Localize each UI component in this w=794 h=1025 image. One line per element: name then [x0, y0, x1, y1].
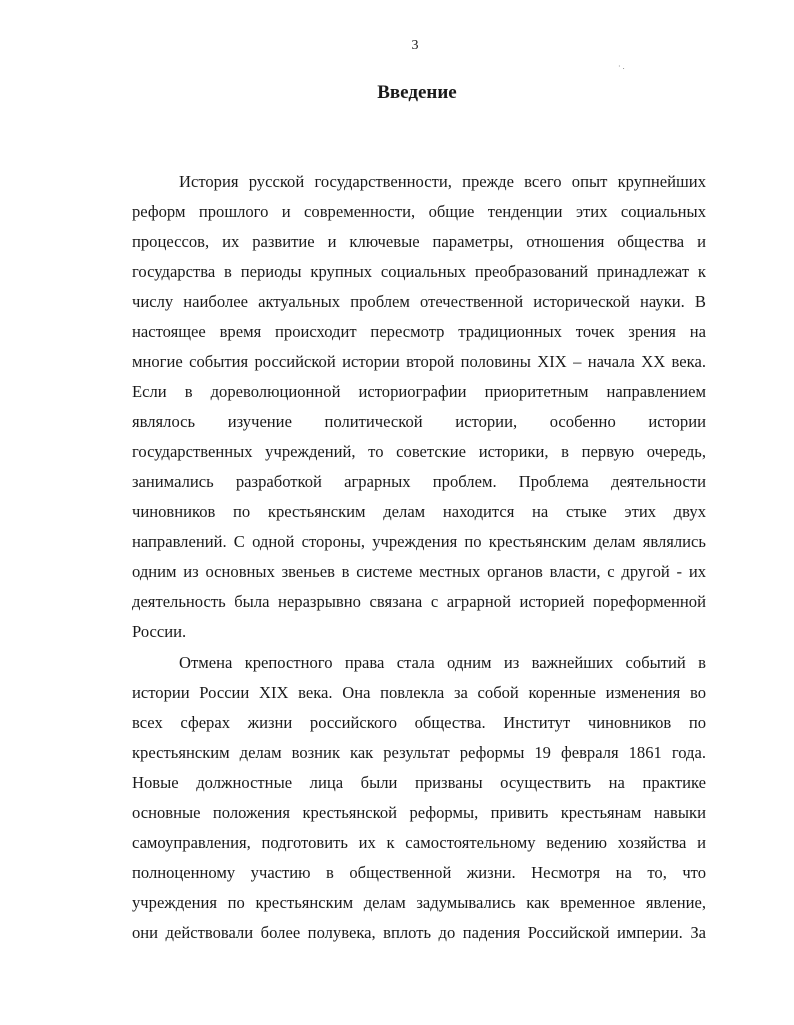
- text-line: процессов, их развитие и ключевые параметры, отношения общества и: [132, 232, 706, 251]
- text-line: Новые должностные лица были призваны осуществить на практике: [132, 773, 706, 792]
- text-line: истории России XIX века. Она повлекла за собой коренные изменения во: [132, 683, 706, 702]
- text-line: полноценному участию в общественной жизни. Несмотря на то, что: [132, 863, 706, 882]
- text-line: направлений. С одной стороны, учреждения по крестьянским делам являлись: [132, 532, 706, 551]
- text-line: всех сферах жизни российского общества. Институт чиновников по: [132, 713, 706, 732]
- text-line: числу наиболее актуальных проблем отечественной исторической науки. В: [132, 292, 706, 311]
- text-line: одним из основных звеньев в системе местных органов власти, с другой - их: [132, 562, 706, 581]
- text-line: крестьянским делам возник как результат реформы 19 февраля 1861 года.: [132, 743, 706, 762]
- text-line: учреждения по крестьянским делам задумывались как временное явление,: [132, 893, 706, 912]
- page-number: 3: [411, 38, 419, 53]
- text-line: Если в дореволюционной историографии приоритетным направлением: [132, 382, 706, 401]
- page-title: Введение: [377, 82, 457, 103]
- text-line: занимались разработкой аграрных проблем. Проблема деятельности: [132, 472, 706, 491]
- text-line: государственных учреждений, то советские историки, в первую очередь,: [132, 442, 706, 461]
- text-line: многие события российской истории второй половины XIX – начала XX века.: [132, 352, 706, 371]
- text-line: реформ прошлого и современности, общие тенденции этих социальных: [132, 202, 706, 221]
- text-line: России.: [132, 622, 187, 641]
- text-line: чиновников по крестьянским делам находится на стыке этих двух: [132, 502, 706, 521]
- text-line: основные положения крестьянской реформы, привить крестьянам навыки: [132, 803, 706, 822]
- text-line: они действовали более полувека, вплоть до падения Российской империи. За: [132, 923, 706, 942]
- text-line: государства в периоды крупных социальных преобразований принадлежат к: [132, 262, 706, 281]
- text-line: настоящее время происходит пересмотр традиционных точек зрения на: [132, 322, 706, 341]
- text-line: являлось изучение политической истории, особенно истории: [132, 412, 706, 431]
- text-line: самоуправления, подготовить их к самостоятельному ведению хозяйства и: [132, 833, 706, 852]
- scan-mark: ·.: [618, 62, 627, 71]
- text-line: деятельность была неразрывно связана с аграрной историей пореформенной: [132, 592, 706, 611]
- text-line: История русской государственности, прежде всего опыт крупнейших: [179, 172, 706, 191]
- text-line: Отмена крепостного права стала одним из важнейших событий в: [179, 653, 706, 672]
